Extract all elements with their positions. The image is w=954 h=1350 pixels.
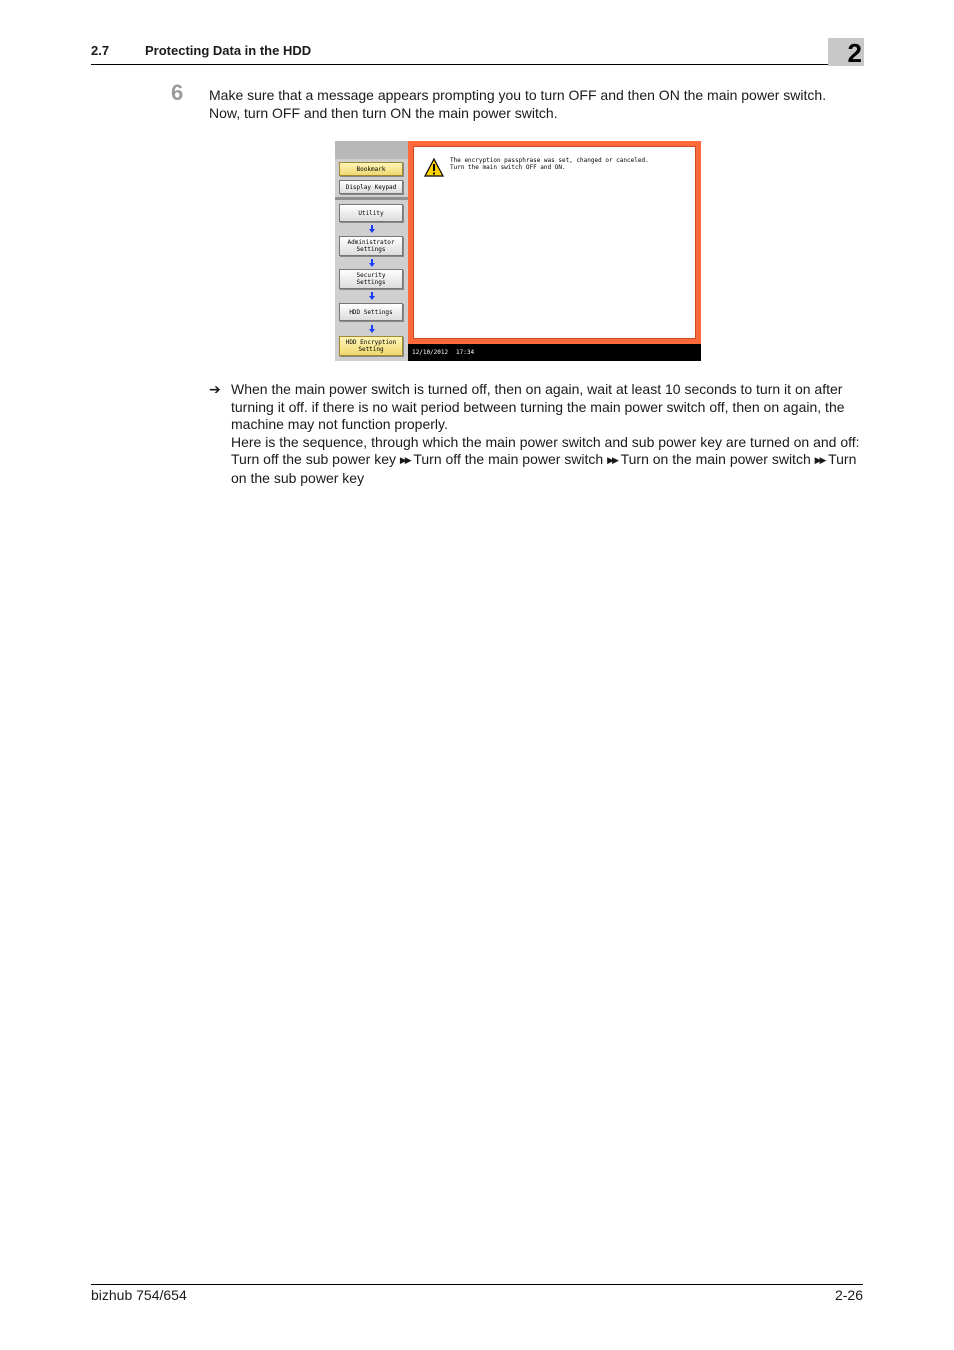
note-arrow-icon: ➔ xyxy=(209,381,221,397)
button-label-line-2: Settings xyxy=(356,246,386,253)
button-label-line-1: Administrator xyxy=(347,239,395,246)
message-line-1: The encryption passphrase was set, changed or canceled. xyxy=(450,157,649,164)
sequence-step-3: Turn on the main power switch xyxy=(620,451,811,467)
section-number: 2.7 xyxy=(91,43,110,58)
footer-rule xyxy=(91,1284,863,1285)
button-label-line-2: Setting xyxy=(358,346,384,353)
step-number: 6 xyxy=(171,80,184,105)
control-panel-screenshot xyxy=(335,141,701,361)
administrator-settings-button[interactable] xyxy=(339,236,403,256)
down-arrow-icon xyxy=(369,292,375,300)
down-arrow-icon xyxy=(369,225,375,233)
down-arrow-icon xyxy=(369,325,375,333)
chapter-number: 2 xyxy=(828,38,864,66)
message-text xyxy=(450,157,649,171)
sequence-step-1: Turn off the sub power key xyxy=(231,451,396,467)
panel-top-band xyxy=(335,141,408,159)
sequence-step-4: Turn on the sub power key xyxy=(231,451,857,486)
sequence-step-2: Turn off the main power switch xyxy=(413,451,604,467)
footer-page-number: 2-26 xyxy=(834,1287,863,1303)
utility-button[interactable]: Utility xyxy=(339,204,403,222)
security-settings-button[interactable] xyxy=(339,269,403,289)
button-label-line-2: Settings xyxy=(356,279,386,286)
down-arrow-icon xyxy=(369,259,375,267)
status-date: 12/10/2012 xyxy=(412,349,449,356)
warning-icon xyxy=(424,158,444,178)
message-line-2: Turn the main switch OFF and ON. xyxy=(450,164,566,171)
bookmark-button[interactable]: Bookmark xyxy=(339,162,403,176)
step-line-2: Now, turn OFF and then turn ON the main power switch. xyxy=(209,104,558,121)
left-nav-panel xyxy=(335,141,408,361)
section-title: Protecting Data in the HDD xyxy=(145,43,312,58)
status-bar xyxy=(408,344,701,361)
button-label-line-1: Security xyxy=(356,272,386,279)
display-keypad-button[interactable]: Display Keypad xyxy=(339,180,403,194)
message-area xyxy=(408,141,701,344)
sequence-arrow-icon: ▶▶ xyxy=(399,455,410,465)
hdd-encryption-setting-button[interactable] xyxy=(339,336,403,356)
status-time: 17:34 xyxy=(456,349,475,356)
step-line-1: Make sure that a message appears prompting you to turn OFF and then ON the main power switch. xyxy=(209,87,827,103)
sequence-arrow-icon: ▶▶ xyxy=(814,455,825,465)
note-paragraph-1: When the main power switch is turned off, then on again, wait at least 10 seconds to turn it on after turning it off. if there is no wait period between turning the main power switch off, then on again, the machine may not function properly. xyxy=(231,381,845,432)
sequence-arrow-icon: ▶▶ xyxy=(607,455,617,465)
step-instruction xyxy=(209,87,859,122)
page-header xyxy=(91,40,863,66)
header-rule xyxy=(91,64,863,65)
message-box xyxy=(413,146,696,339)
footer-model: bizhub 754/654 xyxy=(91,1287,187,1303)
panel-separator xyxy=(335,197,408,200)
note-paragraph-2: Here is the sequence, through which the main power switch and sub power key are turned on and off: xyxy=(231,433,860,450)
button-label-line-1: HDD Encryption xyxy=(345,339,397,346)
power-sequence xyxy=(231,451,864,487)
hdd-settings-button[interactable]: HDD Settings xyxy=(339,303,403,321)
